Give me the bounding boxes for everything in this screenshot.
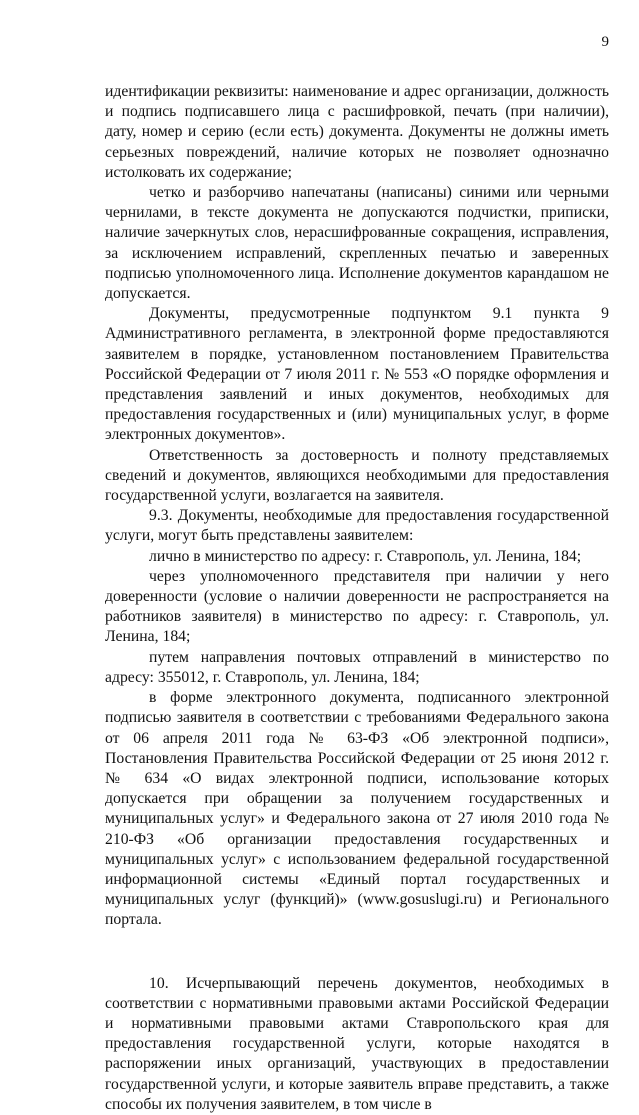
paragraph: Ответственность за достоверность и полноту представляемых сведений и документов, являющихся необходимыми для предоставления государственной услуги, возлагается на заявителя. xyxy=(105,446,609,505)
page-number: 9 xyxy=(601,34,609,50)
paragraphs-section-10 xyxy=(105,974,609,1115)
section-gap xyxy=(105,931,609,974)
paragraph: в форме электронного документа, подписанного электронной подписью заявителя в соответствии с требованиями Федерального закона от 06 апреля 2011 года № 63-ФЗ «Об электронной подписи», Постановления Правительства Российской Федерации от 25 июня 2012 г. № 634 «О видах электронной подписи, использование которых допускается при обращении за получением государственных и муниципальных услуг» и Федерального закона от 27 июля 2010 года № 210-ФЗ «Об организации предоставления государственных и муниципальных услуг» с использованием федеральной государственной информационной системы «Единый портал государственных и муниципальных услуг (функций)» (www.gosuslugi.ru) и Регионального портала. xyxy=(105,689,609,929)
paragraph: идентификации реквизиты: наименование и адрес организации, должность и подпись подписавшего лица с расшифровкой, печать (при наличии), дату, номер и серию (если есть) документа. Документы не должны иметь серьезных повреждений, наличие которых не позволяет однозначно истолковать их содержание; xyxy=(105,83,609,181)
paragraph: через уполномоченного представителя при наличии у него доверенности (условие о наличии доверенности не распространяется на работников заявителя) в министерство по адресу: г. Ставрополь, ул. Ленина, 184; xyxy=(105,567,609,646)
paragraph: 10. Исчерпывающий перечень документов, необходимых в соответствии с нормативными правовыми актами Российской Федерации и нормативными правовыми актами Ставропольского края для предоставления государственной услуги, которые находятся в распоряжении иных организаций, участвующих в предоставлении государственной услуги, и которые заявитель вправе представить, а также способы их получения заявителем, в том числе в xyxy=(105,974,609,1113)
paragraph: четко и разборчиво напечатаны (написаны) синими или черными чернилами, в тексте документа не допускаются подчистки, приписки, наличие зачеркнутых слов, нерасшифрованные сокращения, исправления, за исключением исправлений, скрепленных печатью и заверенных подписью уполномоченного лица. Исполнение документов карандашом не допускается. xyxy=(105,184,609,303)
document-body xyxy=(105,82,609,1115)
paragraph: лично в министерство по адресу: г. Ставрополь, ул. Ленина, 184; xyxy=(149,547,582,565)
paragraph: Документы, предусмотренные подпунктом 9.1 пункта 9 Административного регламента, в электронной форме предоставляются заявителем в порядке, установленном постановлением Правительства Российской Федерации от 7 июля 2011 г. № 553 «О порядке оформления и представления заявлений и иных документов, необходимых для предоставления государственных и (или) муниципальных услуг, в форме электронных документов». xyxy=(105,305,609,444)
paragraph: 9.3. Документы, необходимые для предоставления государственной услуги, могут быть представлены заявителем: xyxy=(105,507,609,545)
paragraphs-section-9 xyxy=(105,82,609,931)
paragraph: путем направления почтовых отправлений в министерство по адресу: 355012, г. Ставрополь, ул. Ленина, 184; xyxy=(105,648,609,686)
